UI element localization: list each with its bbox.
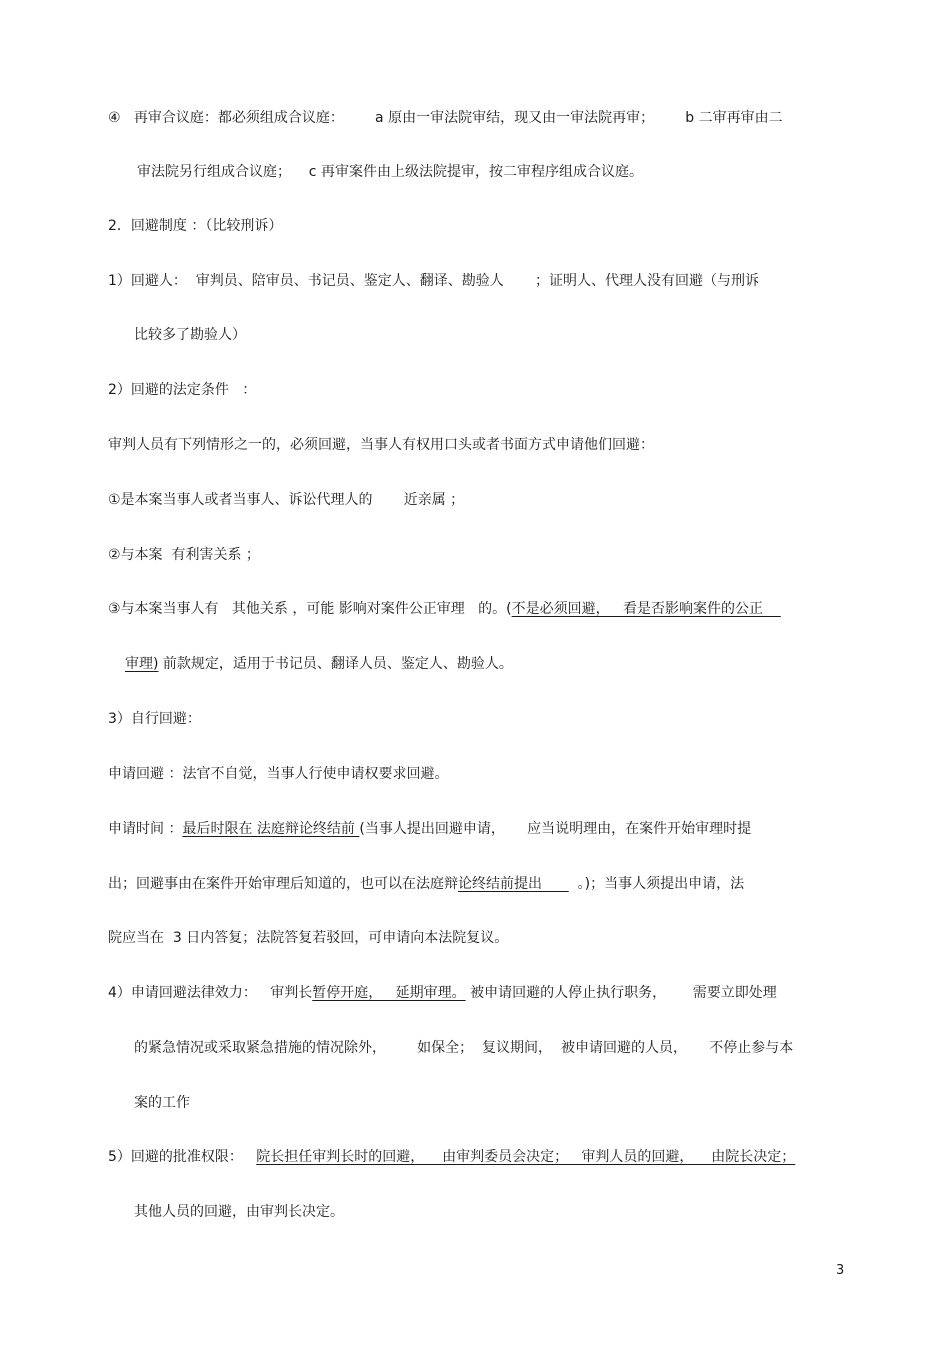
text-segment: 出；回避事由在案件开始审理后知道的，也可以在法庭辩 (108, 876, 458, 892)
text-segment: 。)；当事人须提出申请，法 (568, 876, 745, 892)
text-segment: 其他人员的回避，由审判长决定。 (134, 1204, 344, 1220)
text-line-11 (125, 654, 513, 674)
text-line-19 (134, 1093, 190, 1113)
text-line-4 (108, 271, 759, 291)
underlined-text: 不是必须回避， 看是否影响案件的公正 (511, 601, 781, 617)
text-segment: 前款规定，适用于书记员、翻译人员、鉴定人、勘验人。 (158, 656, 513, 672)
text-segment: 4）申请回避法律效力： 审判长 (108, 985, 313, 1001)
text-line-6 (108, 380, 256, 400)
text-segment: 申请时间 ： (108, 821, 183, 837)
text-segment: ③与本案当事人有 其他关系 ，可能 影响对案件公正审理 的。( (108, 601, 512, 617)
text-segment: 案的工作 (134, 1095, 190, 1111)
underlined-text: 审理) (125, 656, 159, 672)
text-line-13 (108, 764, 448, 784)
text-segment: 5）回避的批准权限： (108, 1149, 257, 1165)
text-segment: ④ 再审合议庭：都必须组成合议庭： a 原由一审法院审结，现又由一审法院再审； b 二审再审由二 (108, 110, 783, 126)
text-line-18 (134, 1038, 793, 1058)
text-line-3 (108, 216, 282, 236)
text-segment: 被申请回避的人停止执行职务， 需要立即处理 (465, 985, 777, 1001)
text-line-16 (108, 928, 508, 948)
text-segment: 3）自行回避： (108, 711, 201, 727)
text-line-9 (108, 545, 260, 565)
text-segment: 2）回避的法定条件 ： (108, 382, 257, 398)
text-line-14 (108, 819, 751, 839)
text-line-12 (108, 709, 201, 729)
underlined-text: 最后时限在 法庭辩论终结前 (182, 821, 360, 837)
text-line-5 (134, 325, 246, 345)
text-line-1 (108, 108, 783, 128)
text-line-8 (108, 490, 464, 510)
text-line-10 (108, 599, 781, 619)
underlined-text: 院长担任审判长时的回避， 由审判委员会决定； 审判人员的回避， 由院长决定； (256, 1149, 796, 1165)
text-segment: 审法院另行组成合议庭； c 再审案件由上级法院提审，按二审程序组成合议庭。 (137, 164, 643, 180)
text-segment: 申请回避 ：法官不自觉，当事人行使申请权要求回避。 (108, 766, 449, 782)
text-segment: (当事人提出回避申请， 应当说明理由，在案件开始审理时提 (359, 821, 752, 837)
text-segment: ②与本案 有利害关系 ； (108, 547, 260, 563)
text-line-20 (108, 1147, 795, 1167)
text-line-7 (108, 435, 654, 455)
text-segment: 2．回避制度 ：（比较刑诉） (108, 218, 283, 234)
underlined-text: 暂停开庭， 延期审理。 (312, 985, 466, 1001)
text-segment: ①是本案当事人或者当事人、诉讼代理人的 近亲属 ； (108, 492, 465, 508)
text-line-2 (137, 162, 643, 182)
text-segment: 比较多了勘验人） (134, 327, 246, 343)
text-segment: 院应当在 3 日内答复；法院答复若驳回，可申请向本法院复议。 (108, 930, 509, 946)
text-segment: 的紧急情况或采取紧急措施的情况除外， 如保全； 复议期间， 被申请回避的人员， 不停止参与本 (134, 1040, 794, 1056)
page-number: 3 (836, 1263, 845, 1278)
text-line-21 (134, 1202, 344, 1222)
text-line-17 (108, 983, 777, 1003)
text-segment: 1）回避人： 审判员、陪审员、书记员、鉴定人、翻译、勘验人 ；证明人、代理人没有回避（与刑诉 (108, 273, 759, 289)
text-line-15 (108, 874, 744, 894)
text-segment: 审判人员有下列情形之一的，必须回避，当事人有权用口头或者书面方式申请他们回避： (108, 437, 654, 453)
underlined-text: 论终结前提出 (458, 876, 569, 892)
